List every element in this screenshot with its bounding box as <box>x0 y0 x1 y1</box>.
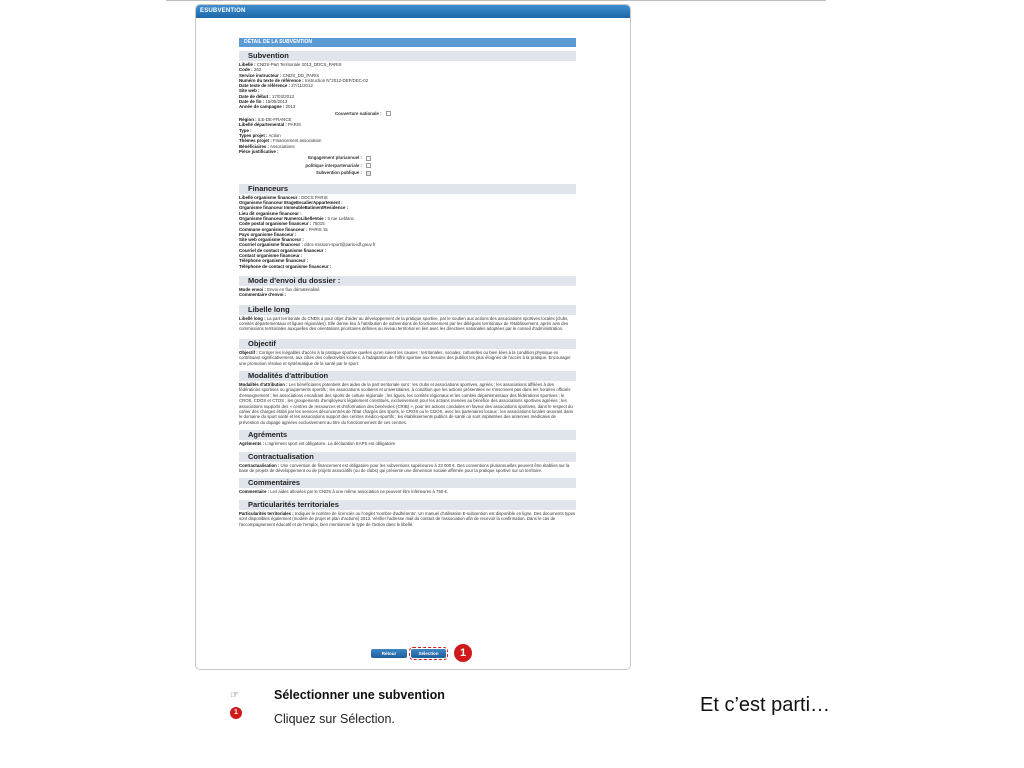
subvention-field-label: Libellé départemental : <box>239 122 287 128</box>
section-title-particularites: Particularités territoriales <box>239 500 576 510</box>
checkbox[interactable] <box>366 163 371 168</box>
section-title-libelle-long: Libelle long <box>239 305 576 315</box>
subvention-field-label: Site web : <box>239 88 260 94</box>
subvention-field-label: Année de campagne : <box>239 104 285 110</box>
subvention-field-value: 17/03/2013 <box>270 93 294 99</box>
subvention-field-value: CNDS-Part Territoriale 2013_DDCS_PARIS <box>255 62 342 67</box>
subvention-field-value: ILE-DE-FRANCE <box>256 117 292 123</box>
subvention-field-value: Financement association <box>271 138 322 144</box>
objectif-text: Objectif : Corriger les inégalités d'accès à la pratique sportive quelles qu'en soient les causes : territoriales, sociales, culturelles ou bien liées à la condition physique en contribuant significativement, aux côtés des collectivités locales, à l'adaptation de l'offre sportive aux besoins des publics les plus éloignés de l'accès à la pratique. Encourager une promotion résolue et systématique de la santé par le sport. <box>239 349 571 366</box>
detail-title-bar: DÉTAIL DE LA SUBVENTION <box>239 38 576 47</box>
envoi-field-value: Envoi en flux dématérialisé <box>265 286 320 292</box>
subvention-field-value: Associations <box>269 143 295 149</box>
financeur-field-label: Organisme financeur ImmeubleBatimentResidence : <box>239 205 349 211</box>
subvention-field-label: Thèmes projet : <box>239 138 272 144</box>
section-title-modalites: Modalités d'attribution <box>239 371 576 381</box>
checkbox-label: Subvention publique : <box>315 170 362 176</box>
financeur-field-label: Courriel organisme financeur : <box>239 242 303 248</box>
envoi-field-label: Commentaire d'envoi : <box>239 292 287 298</box>
checkbox-label: Engagement pluriannuel : <box>308 155 362 161</box>
top-divider <box>166 0 826 1</box>
subvention-field-label: Service instructeur : <box>239 72 282 78</box>
subvention-field-label: Numéro du texte de référence : <box>239 77 304 83</box>
subvention-field-value: 15/05/2013 <box>264 99 288 105</box>
subvention-fields <box>239 62 576 110</box>
financeur-field-label: Pays organisme financeur : <box>239 231 297 237</box>
libelle-long-text: Libellé long : La part territoriale du CNDS a pour objet d'aider au développement de la pratique sportive, par le soutien aux actions des associations sportives locales (clubs, comités départementaux et ligues régionales). Elle donne lieu à l'attribution de subventions de fonctionnement par les délégués territoriaux de l'établissement, après avis des commissions territoriales auxquelles des orientations prioritaires définies au niveau territorial en lien avec les directives nationales adoptées par le conseil d'administration. <box>239 315 569 332</box>
section-title-contractualisation: Contractualisation <box>239 452 576 462</box>
subvention-field-label: Pièce justificative : <box>239 148 279 154</box>
financeur-field-label: Site web organisme financeur : <box>239 237 304 243</box>
subvention-field-label: Région : <box>239 117 257 123</box>
checkbox[interactable] <box>366 156 371 161</box>
subvention-field-label: Date de fin : <box>239 99 265 105</box>
subvention-field-value: CNDS_DD_PARIS <box>281 72 320 78</box>
financeur-field-label: Organisme financeur EtageEscalierAppartement : <box>239 200 343 206</box>
envoi-field <box>239 292 576 297</box>
financeur-field-label: Libellé organisme financeur : <box>239 194 300 200</box>
action-buttons <box>371 644 472 662</box>
instruction-step: Cliquez sur Sélection. <box>274 712 395 726</box>
checkbox-row <box>239 162 371 170</box>
checkbox-row <box>239 154 371 162</box>
financeur-field-label: Téléphone de contact organisme financeur : <box>239 263 332 269</box>
envoi-field-label: Mode envoi : <box>239 286 266 292</box>
subvention-field-value: 2013 <box>284 104 296 110</box>
couverture-nationale-row <box>239 110 576 118</box>
financeur-field-label: Téléphone organisme financeur : <box>239 258 309 264</box>
financeur-field <box>239 264 576 269</box>
retour-button[interactable]: Retour <box>371 649 407 658</box>
selection-button[interactable]: Sélection <box>411 649 446 658</box>
checkbox[interactable] <box>366 171 371 176</box>
subvention-checkboxes <box>239 154 576 177</box>
financeur-field-value: PARIS 15 <box>307 226 328 232</box>
subvention-field-label: Libellé : <box>239 62 256 67</box>
pointing-hand-icon: ☞ <box>230 690 239 701</box>
financeur-field-value: DDCS PARIS <box>300 194 328 200</box>
financeur-field-label: Contact organisme financeur : <box>239 253 303 259</box>
section-title-financeurs: Financeurs <box>239 184 576 194</box>
subvention-field-value: Action <box>267 133 281 139</box>
section-title-commentaires: Commentaires <box>239 478 576 488</box>
panel-title: ESUBVENTION <box>196 5 630 18</box>
financeur-field-label: Code postal organisme financeur : <box>239 221 312 227</box>
subvention-field-label: Code : <box>239 67 253 73</box>
financeur-field-label: Lieu dit organisme financeur : <box>239 210 302 216</box>
section-title-envoi: Mode d'envoi du dossier : <box>239 276 576 286</box>
financeur-field-value: 5 rue Leblanc <box>326 215 355 221</box>
commentaires-text: Commentaire : Les aides allouées par le CNDS à une même association ne peuvent être inférieures à 750 €. <box>239 489 448 495</box>
step-number-badge: 1 <box>230 707 242 719</box>
envoi-fields <box>239 287 576 298</box>
financeur-field-value: ddcs-mission-sport@paris-idf.gouv.fr <box>302 242 376 248</box>
section-title-objectif: Objectif <box>239 339 576 349</box>
subvention-field-value: Instruction N°2012-DEF/DEC-02 <box>303 77 369 83</box>
particularites-text: Particularités territoriales : Indiquer le nombre de licenciés ou l'onglet 'nombre d'adhérents'. Un manuel d'utilisation E-subvention est disponible en ligne. Des documents types sont disponibles également (modèle de projet et plan d'actions) 2013. Vérifier l'adresse mail du contact de l'association afin de recevoir la confirmation. Dans le cas de l'accompagnement éducatif et de l'emploi, bien mentionner le type de l'action dans le libellé. <box>239 510 576 527</box>
subvention-field-value: PARIS <box>286 122 301 128</box>
agrements-text: Agréments : L'agrément sport est obligatoire. La déclaration EAPS est obligatoire <box>239 441 396 447</box>
financeur-field-label: Courriel de contact organisme financeur : <box>239 247 327 253</box>
subvention-detail-panel <box>195 4 631 670</box>
subvention-field-label: Types projet : <box>239 133 268 139</box>
couverture-nationale-checkbox[interactable] <box>386 111 391 116</box>
callout-number-badge: 1 <box>454 644 472 662</box>
subvention-field-value: 27/11/2012 <box>290 83 313 89</box>
section-title-agrements: Agréments <box>239 430 576 440</box>
financeurs-fields <box>239 195 576 269</box>
instruction-title: Sélectionner une subvention <box>274 688 445 702</box>
subvention-field-label: Date de début : <box>239 93 271 99</box>
checkbox-row <box>239 169 371 177</box>
financeur-field-label: Organisme financeur NumeroLibelleVoie : <box>239 215 327 221</box>
couverture-nationale-label: Couverture nationale : <box>335 110 382 116</box>
subvention-field-label: Date texte de référence : <box>239 83 291 89</box>
detail-content <box>239 51 576 527</box>
subvention-field-label: Type : <box>239 127 252 133</box>
financeur-field-value: 75015 <box>311 221 325 227</box>
checkbox-label: politique interpartenariale : <box>305 162 362 168</box>
tagline: Et c’est parti… <box>700 694 831 716</box>
subvention-fields-2 <box>239 117 576 154</box>
contractualisation-text: Contractualisation : Une convention de financement est obligatoire pour les subventions supérieures à 23 000 €. Des conventions pluriannuelles peuvent être établies sur la base de projets de développement ou de projets associatifs (ou de clubs) qui présente une dimension sociale affirmée pour la pratique sportive sur un territoire. <box>239 462 570 473</box>
financeur-field-label: Commune organisme financeur : <box>239 226 308 232</box>
section-title-subvention: Subvention <box>239 51 576 61</box>
subvention-field-value: 262 <box>252 67 262 73</box>
modalites-text: Modalités d'attribution : Les bénéficiaires potentiels des aides de la part territoriale sont : les clubs et associations sportives, agréés ; les associations affiliées à des fédérations sportives ou groupements sportifs ; les associations scolaires et universitaires, à condition que les actions présentées ne s'inscrivent pas dans les horaires officiels d'enseignement ; les associations encadrant des sports de culture régionale ; les ligues, les comités régionaux et les comités départementaux des fédérations sportives ; le CROS, CDOS et CTOS ; les groupements d'employeurs légalement constitués, exclusivement pour les actions menées au bénéfice des associations sportives agréées ; les associations supports des « centres de ressources et d'information des bénévoles (CRIB) », pour les actions conduites en faveur des associations sportives, dans le respect du cahier des charges établi par les services déconcentrés de l'État chargés des sports, le CROS ou le CDOS, avec les partenaires locaux ; les associations locales œuvrant dans le domaine du sport santé et les associations support des centres médico-sportifs ; les établissements publics de santé où sont implantées des antennes médicales de prévention du dopage agréées exclusivement au titre du fonctionnement de ces centres. <box>239 381 573 425</box>
subvention-field-label: Bénéficiaires : <box>239 143 270 149</box>
